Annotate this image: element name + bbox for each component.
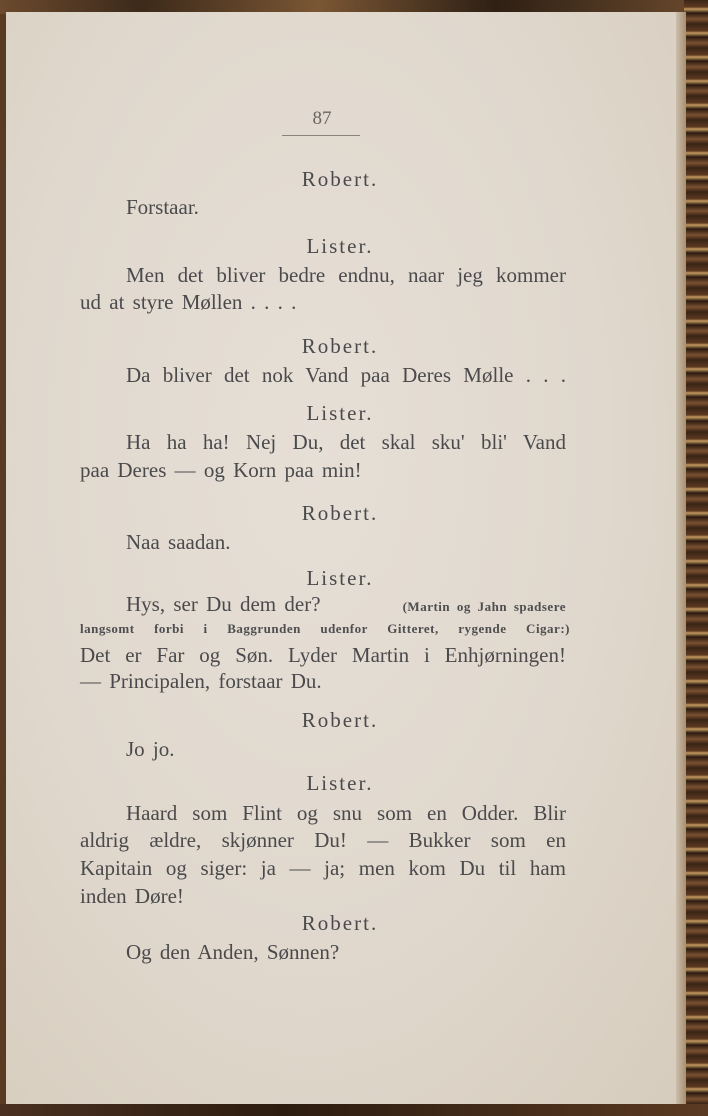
speaker-name: Robert. — [301, 911, 379, 935]
page-number-rule — [282, 135, 360, 136]
speaker-name: Robert. — [301, 167, 379, 191]
dialogue-line: Naa saadan. — [126, 530, 231, 554]
dialogue-line: Jo jo. — [126, 737, 175, 761]
dialogue-line: — Principalen, forstaar Du. — [80, 669, 322, 693]
speaker-name: Lister. — [306, 234, 374, 258]
dialogue-line: inden Døre! — [80, 884, 184, 908]
speaker-name: Robert. — [301, 334, 379, 358]
dialogue-line: Da bliver det nok Vand paa Deres Mølle . . . — [126, 363, 566, 387]
dialogue-line: Haard som Flint og snu som en Odder. Blir — [126, 801, 566, 825]
book-bottom-edge — [0, 1104, 708, 1116]
speaker-name: Lister. — [306, 771, 374, 795]
dialogue-line-with-stage-direction — [126, 592, 566, 617]
dialogue-line: Ha ha ha! Nej Du, det skal sku' bli' Vand — [126, 430, 566, 454]
dialogue-line: aldrig ældre, skjønner Du! — Bukker som en — [80, 828, 566, 852]
dialogue-line: Forstaar. — [126, 195, 199, 219]
stage-direction: langsomt forbi i Baggrunden udenfor Gitteret, rygende Cigar:) — [80, 621, 570, 636]
speaker-name: Robert. — [301, 708, 379, 732]
dialogue-line: Det er Far og Søn. Lyder Martin i Enhjørningen! — [80, 643, 566, 667]
dialogue-line: paa Deres — og Korn paa min! — [80, 458, 362, 482]
dialogue-text: Hys, ser Du dem der? — [126, 592, 321, 616]
speaker-name: Lister. — [306, 401, 374, 425]
dialogue-line: Men det bliver bedre endnu, naar jeg kommer — [126, 263, 566, 287]
page-number: 87 — [312, 108, 332, 129]
dialogue-line: ud at styre Møllen . . . . — [80, 290, 297, 314]
speaker-name: Lister. — [306, 566, 374, 590]
dialogue-line: Og den Anden, Sønnen? — [126, 940, 340, 964]
speaker-name: Robert. — [301, 501, 379, 525]
dialogue-line: Kapitain og siger: ja — ja; men kom Du til ham — [80, 856, 566, 880]
book-cover-edge — [684, 0, 708, 1116]
stage-direction: (Martin og Jahn spadsere — [402, 599, 566, 614]
